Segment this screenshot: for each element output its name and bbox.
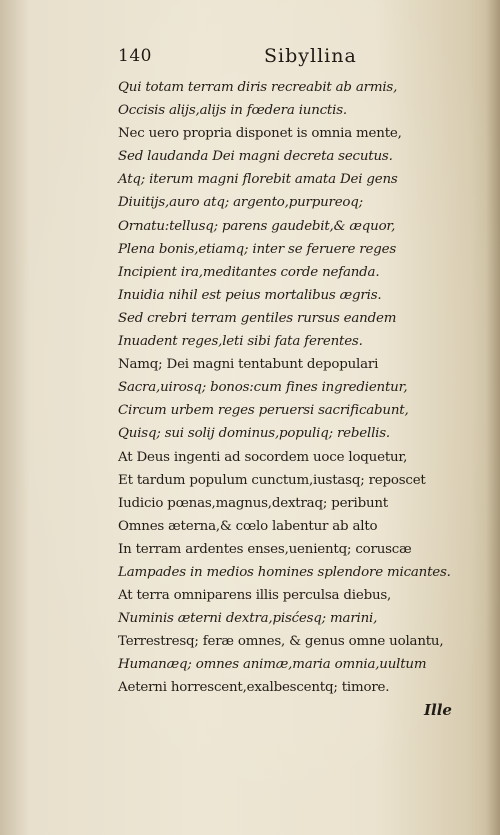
verse-line: Humanæq; omnes animæ,maria omnia,uultum bbox=[118, 657, 427, 673]
verse-line: Omnes æterna,& cœlo labentur ab alto bbox=[118, 518, 378, 534]
verse-line: Atq; iterum magni florebit amata Dei gens bbox=[118, 172, 398, 188]
verse-line: Incipient ira,meditantes corde nefanda. bbox=[118, 264, 380, 280]
catchword: Ille bbox=[424, 701, 452, 719]
verse-line: Diuitijs,auro atq; argento,purpureoq; bbox=[118, 195, 363, 211]
verse-line: Ornatu:tellusq; parens gaudebit,& æquor, bbox=[118, 218, 396, 234]
page-edge-shadow bbox=[486, 0, 500, 835]
verse-line: Iudicio pœnas,magnus,dextraq; peribunt bbox=[118, 495, 388, 511]
verse-line: Inuadent reges,leti sibi fata ferentes. bbox=[118, 334, 363, 350]
verse-line: Lampades in medios homines splendore micantes. bbox=[118, 564, 451, 580]
verse-line: Terrestresq; feræ omnes, & genus omne uolantu, bbox=[118, 634, 444, 650]
verse-line: Aeterni horrescent,exalbescentq; timore. bbox=[118, 680, 390, 696]
page-header bbox=[118, 46, 448, 68]
verse-line: Sacra,uirosq; bonos:cum fines ingredientur, bbox=[118, 380, 408, 396]
verse-line: Quisq; sui solij dominus,populiq; rebellis. bbox=[118, 426, 390, 442]
verse-line: Numinis æterni dextra,pisćesq; marini, bbox=[118, 611, 378, 627]
verse-line: In terram ardentes enses,uenientq; coruscæ bbox=[118, 541, 412, 557]
verse-line: Et tardum populum cunctum,iustasq; reposcet bbox=[118, 472, 426, 488]
verse-text bbox=[118, 76, 463, 700]
verse-line: Inuidia nihil est peius mortalibus ægris. bbox=[118, 287, 382, 303]
verse-line: At Deus ingenti ad socordem uoce loquetur, bbox=[118, 449, 408, 465]
page-number: 140 bbox=[118, 46, 152, 66]
verse-line: Namq; Dei magni tentabunt depopulari bbox=[118, 357, 379, 373]
verse-line: Occisis alijs,alijs in fœdera iunctis. bbox=[118, 103, 347, 119]
verse-line: Circum urbem reges peruersi sacrificabunt, bbox=[118, 403, 409, 419]
verse-line: Qui totam terram diris recreabit ab armis, bbox=[118, 80, 398, 95]
verse-line: At terra omniparens illis perculsa diebus, bbox=[118, 588, 392, 604]
verse-line: Plena bonis,etiamq; inter se feruere reges bbox=[118, 241, 396, 257]
running-title: Sibyllina bbox=[264, 45, 357, 67]
verse-line: Sed crebri terram gentiles rursus eandem bbox=[118, 310, 397, 326]
verse-line: Sed laudanda Dei magni decreta secutus. bbox=[118, 149, 393, 165]
verse-line: Nec uero propria disponet is omnia mente, bbox=[118, 126, 402, 142]
